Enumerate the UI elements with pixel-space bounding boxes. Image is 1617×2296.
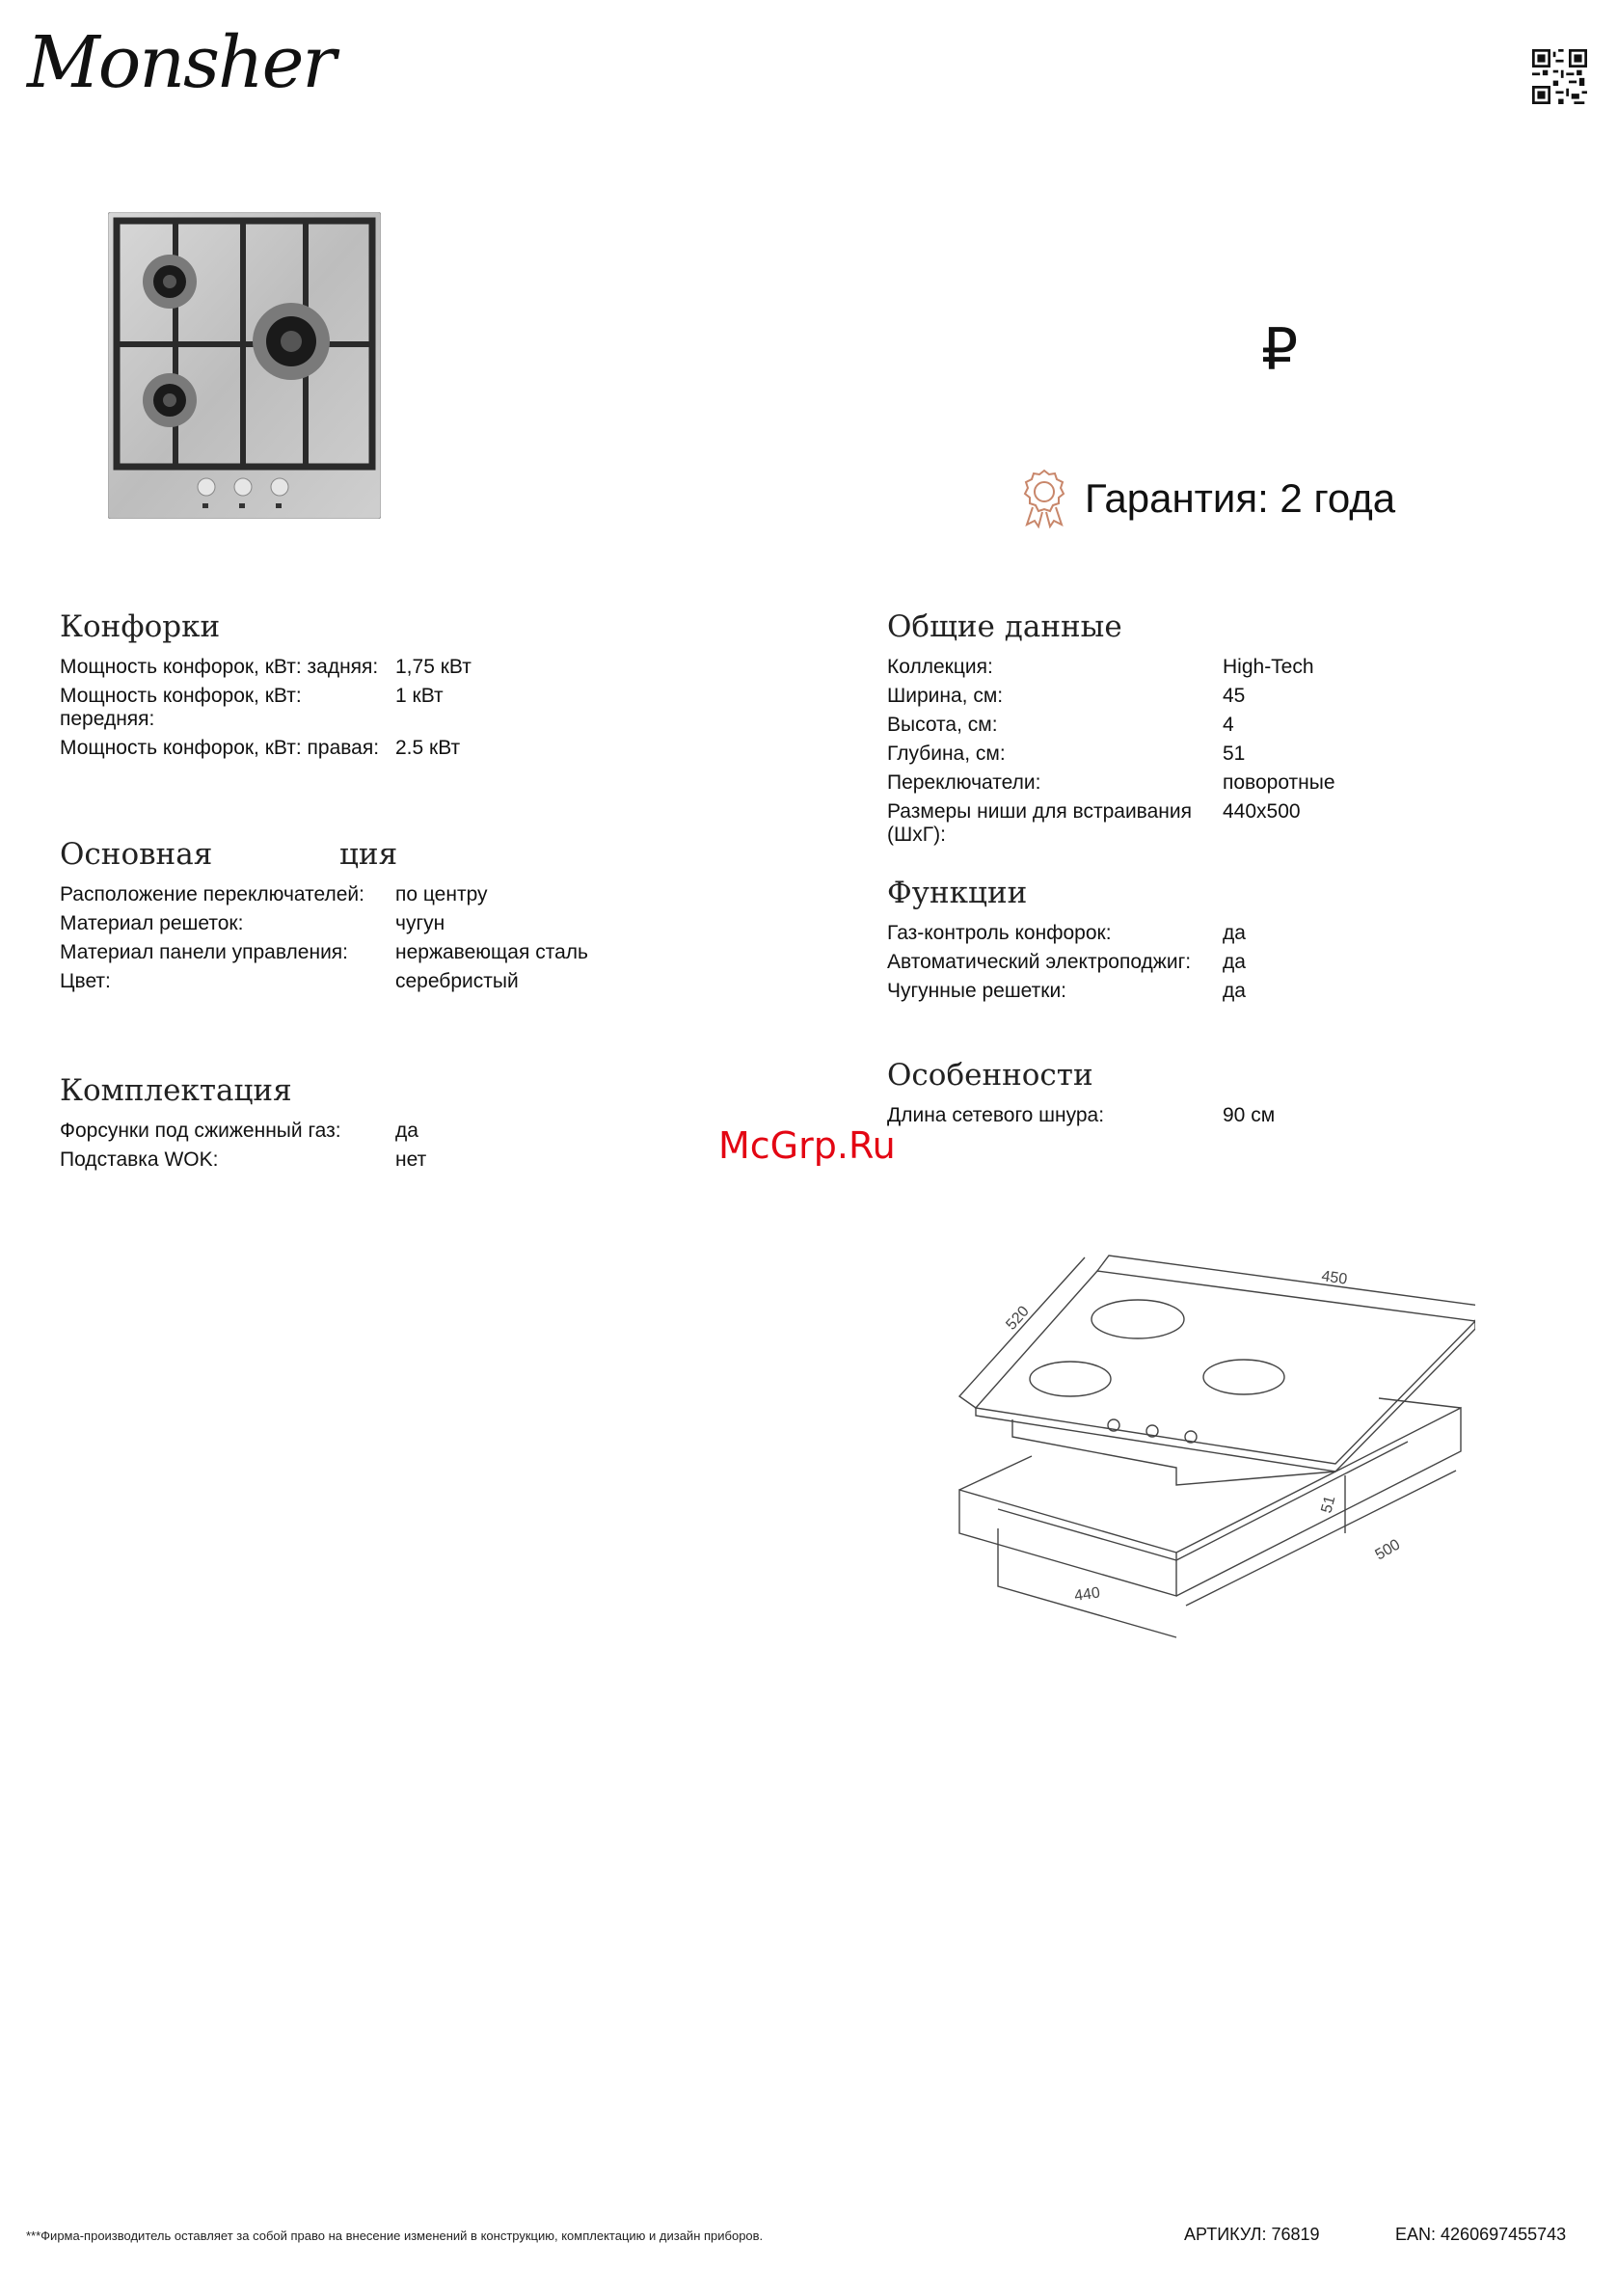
section-package [60,1071,638,1177]
spec-row: Автоматический электроподжиг: да [887,951,1246,973]
warranty-block [1019,469,1395,528]
section-title: Функции [887,876,1028,910]
section-functions [887,874,1466,1009]
spec-row: Коллекция: High-Tech [887,656,1314,678]
spec-row: Форсунки под сжиженный газ: да [60,1120,418,1142]
section-general [887,608,1466,852]
award-badge-icon [1019,469,1069,528]
dim-width-top: 450 [1320,1268,1349,1288]
dim-depth-niche: 500 [1372,1536,1404,1564]
spec-row: Мощность конфорок, кВт: передняя: 1 кВт [60,685,444,730]
spec-row: Переключатели: поворотные [887,771,1335,794]
spec-row: Расположение переключателей: по центру [60,883,488,905]
product-image [108,212,381,519]
brand-logo: Monsher [27,21,335,104]
qr-code-icon [1532,49,1587,104]
section-title: Общие данные [887,609,1122,644]
spec-row: Глубина, см: 51 [887,743,1246,765]
section-title: Комплектация [60,1073,292,1108]
dim-height: 51 [1318,1494,1339,1516]
section-burners [60,608,638,766]
section-title: Конфорки [60,609,221,644]
spec-row: Газ-контроль конфорок: да [887,922,1246,944]
spec-row: Подставка WOK: нет [60,1148,427,1171]
spec-row: Цвет: серебристый [60,970,519,992]
spec-row: Ширина, см: 45 [887,685,1246,707]
spec-row: Чугунные решетки: да [887,980,1246,1002]
ean-code: EAN: 4260697455743 [1395,2225,1567,2244]
spec-row: Высота, см: 4 [887,714,1234,736]
spec-row: Мощность конфорок, кВт: правая: 2.5 кВт [60,737,461,759]
section-main-equipment [60,835,638,999]
spec-row: Мощность конфорок, кВт: задняя: 1,75 кВт [60,656,472,678]
article-number: АРТИКУЛ: 76819 [1184,2225,1320,2244]
dim-width-niche: 440 [1073,1584,1101,1605]
section-title: Особенности [887,1058,1093,1093]
dimension-drawing [955,1254,1475,1639]
spec-row: Материал панели управления: нержавеющая сталь [60,941,588,963]
watermark-text: McGrp.Ru [718,1124,896,1167]
section-title: Основная ция [60,837,398,872]
spec-row: Материал решеток: чугун [60,912,445,934]
spec-row: Длина сетевого шнура: 90 см [887,1104,1276,1126]
footer-disclaimer: ***Фирма-производитель оставляет за собой право на внесение изменений в конструкцию, комплектацию и дизайн приборов. [26,2228,764,2243]
spec-row: Размеры ниши для встраивания (ШхГ): 440x500 [887,800,1301,846]
warranty-text: Гарантия: 2 года [1085,475,1396,521]
section-features [887,1056,1466,1133]
dim-depth-top: 520 [1003,1303,1033,1334]
price-currency: ₽ [1261,316,1299,384]
